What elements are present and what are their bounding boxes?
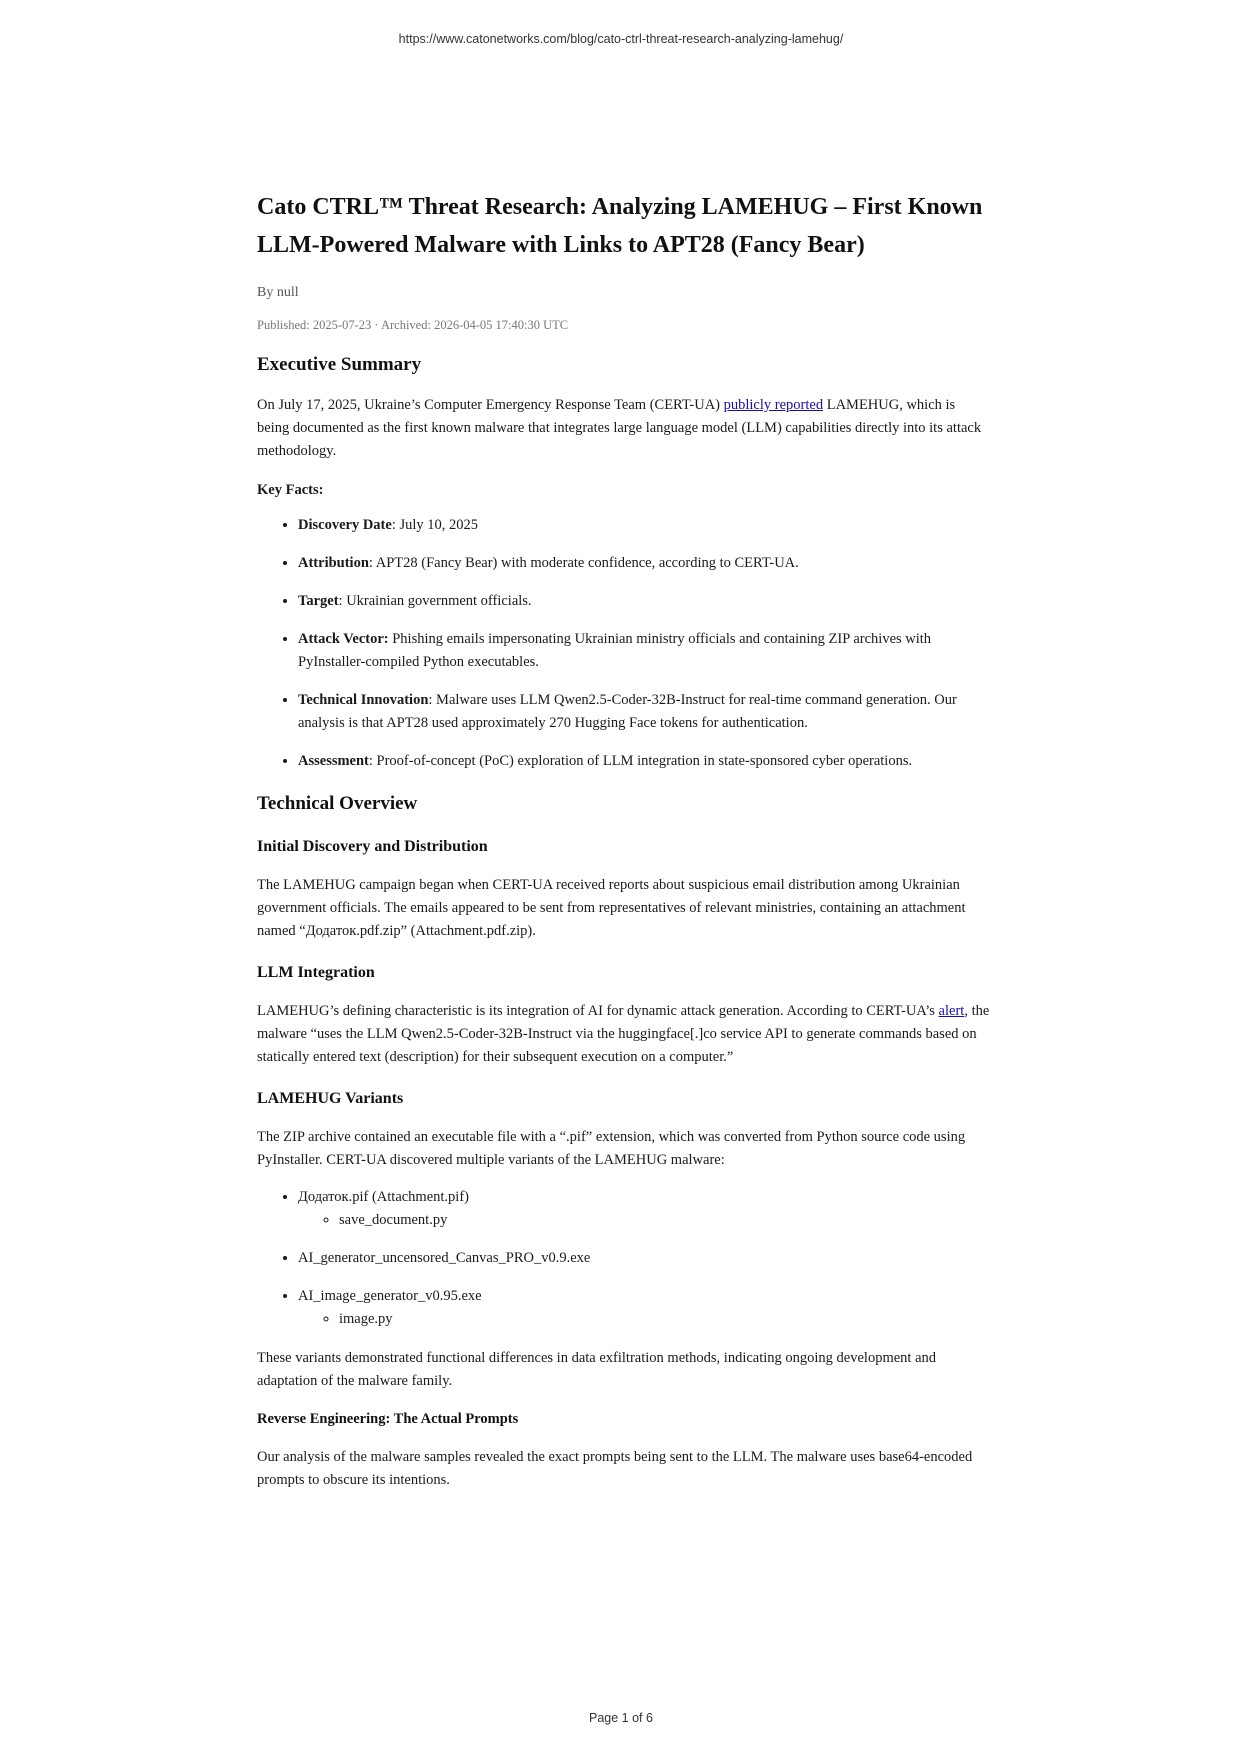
lamehug-variants-paragraph: The ZIP archive contained an executable file with a “.pif” extension, which was converted from Python source code using PyInstaller. CERT-UA discovered multiple variants of the LAMEHUG malware: xyxy=(257,1129,966,1168)
article-title: Cato CTRL™ Threat Research: Analyzing LAMEHUG – First Known LLM-Powered Malware with Links to APT28 (Fancy Bear) xyxy=(257,194,983,258)
variant-sublist xyxy=(298,1209,991,1232)
executive-summary-paragraph: On July 17, 2025, Ukraine’s Computer Emergency Response Team (CERT-UA) publicly reported LAMEHUG, which is being documented as the first known malware that integrates large language model (LLM) capabilities directly into its attack methodology. xyxy=(257,397,982,459)
fact-technical-innovation: • Technical Innovation: Malware uses LLM Qwen2.5-Coder-32B-Instruct for real-time command generation. Our analysis is that APT28 used approximately 270 Hugging Face tokens for authentication. xyxy=(298,689,991,735)
article xyxy=(257,188,991,1492)
key-facts-label: Key Facts: xyxy=(257,482,324,498)
fact-attack-vector: • Attack Vector: Phishing emails impersonating Ukrainian ministry officials and containing ZIP archives with PyInstaller-compiled Python executables. xyxy=(298,628,991,674)
llm-integration-heading: LLM Integration xyxy=(257,964,375,981)
publish-meta: Published: 2025-07-23 · Archived: 2026-04-05 17:40:30 UTC xyxy=(257,318,569,332)
initial-discovery-paragraph: The LAMEHUG campaign began when CERT-UA received reports about suspicious email distribution among Ukrainian government officials. The emails appeared to be sent from representatives of relevant ministries, containing an attachment named “Додаток.pdf.zip” (Attachment.pdf.zip). xyxy=(257,877,966,939)
variants-list xyxy=(257,1186,991,1331)
fact-attribution: • Attribution: APT28 (Fancy Bear) with moderate confidence, according to CERT-UA. xyxy=(298,552,991,575)
variant-subitem: ◦ image.py xyxy=(339,1308,991,1331)
technical-overview-heading: Technical Overview xyxy=(257,793,418,814)
llm-integration-paragraph: LAMEHUG’s defining characteristic is its integration of AI for dynamic attack generation. According to CERT-UA’s alert, the malware “uses the LLM Qwen2.5-Coder-32B-Instruct via the huggingface[.]co service API to generate commands based on statically entered text (description) for their subsequent execution on a computer.” xyxy=(257,1003,990,1065)
executive-summary-heading: Executive Summary xyxy=(257,354,422,375)
initial-discovery-heading: Initial Discovery and Distribution xyxy=(257,838,488,855)
variant-sublist xyxy=(298,1308,991,1331)
variant-subitem: ◦ save_document.py xyxy=(339,1209,991,1232)
key-facts-list xyxy=(257,514,991,773)
variants-after-paragraph: These variants demonstrated functional differences in data exfiltration methods, indicating ongoing development and adaptation of the malware family. xyxy=(257,1350,937,1389)
page-number: Page 1 of 6 xyxy=(589,1711,653,1725)
fact-discovery-date: • Discovery Date: July 10, 2025 xyxy=(298,514,991,537)
page-url: https://www.catonetworks.com/blog/cato-ctrl-threat-research-analyzing-lamehug/ xyxy=(398,32,844,46)
lamehug-variants-heading: LAMEHUG Variants xyxy=(257,1090,404,1107)
byline: By null xyxy=(257,285,299,300)
fact-target: • Target: Ukrainian government officials. xyxy=(298,590,991,613)
variant-item: • AI_generator_uncensored_Canvas_PRO_v0.9.exe xyxy=(298,1247,991,1270)
variant-item: • AI_image_generator_v0.95.exe ◦ image.py xyxy=(298,1285,991,1331)
reverse-engineering-heading: Reverse Engineering: The Actual Prompts xyxy=(257,1411,519,1427)
reverse-engineering-paragraph: Our analysis of the malware samples revealed the exact prompts being sent to the LLM. The malware uses base64-encoded prompts to obscure its intentions. xyxy=(257,1449,973,1488)
publicly-reported-link[interactable]: publicly reported xyxy=(723,397,824,413)
alert-link[interactable]: alert xyxy=(938,1003,965,1019)
fact-assessment: • Assessment: Proof-of-concept (PoC) exploration of LLM integration in state-sponsored cyber operations. xyxy=(298,750,991,773)
variant-item: • Додаток.pif (Attachment.pif) ◦ save_document.py xyxy=(298,1186,991,1232)
